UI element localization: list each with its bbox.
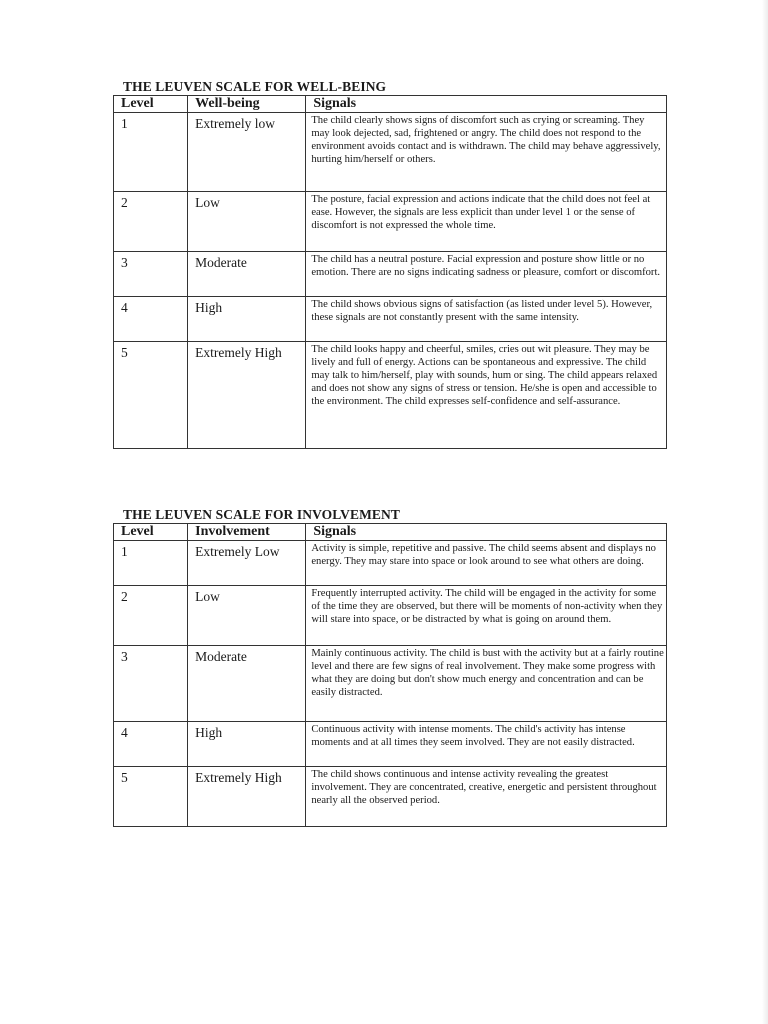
signals-cell: Mainly continuous activity. The child is bust with the activity but at a fairly routine level and there are few signs of real involvement. They make some progress with what they are doing but don't show much energy and concentration and can be easily distracted. [306,646,667,722]
table-row [114,646,667,722]
wellbeing-header-name: Well-being [188,96,306,113]
level-cell: 5 [114,342,188,449]
wellbeing-title: THE LEUVEN SCALE FOR WELL-BEING [123,79,387,94]
page-edge-shadow [762,0,768,1024]
wellbeing-section [113,79,667,449]
level-cell: 4 [114,297,188,342]
signals-cell: The child looks happy and cheerful, smiles, cries out wit pleasure. They may be lively and full of energy. Actions can be spontaneous and expressive. The child may talk to him/herself, play with sounds, hum or sing. The child appears relaxed and does not show any signs of stress or tension. He/she is open and accessible to the environment. The child expresses self-confidence and self-assurance. [306,342,667,449]
signals-cell: The posture, facial expression and actions indicate that the child does not feel at ease. However, the signals are less explicit than under level 1 or the sense of discomfort is not expressed the whole time. [306,192,667,252]
involvement-header-row [114,524,667,541]
table-row [114,342,667,449]
involvement-header-signals: Signals [306,524,667,541]
level-name-cell: Extremely low [188,113,306,192]
level-name-cell: High [188,722,306,767]
signals-cell: The child shows continuous and intense activity revealing the greatest involvement. They are concentrated, creative, energetic and persistent throughout nearly all the observed period. [306,767,667,827]
level-cell: 1 [114,113,188,192]
wellbeing-header-signals: Signals [306,96,667,113]
involvement-header-name: Involvement [188,524,306,541]
involvement-title: THE LEUVEN SCALE FOR INVOLVEMENT [123,507,400,522]
level-name-cell: Moderate [188,646,306,722]
level-cell: 5 [114,767,188,827]
table-row [114,722,667,767]
level-name-cell: Extremely Low [188,541,306,586]
signals-cell: Continuous activity with intense moments. The child's activity has intense moments and at all times they seem involved. They are not easily distracted. [306,722,667,767]
signals-cell: Activity is simple, repetitive and passive. The child seems absent and displays no energy. They may stare into space or look around to see what others are doing. [306,541,667,586]
table-row [114,252,667,297]
level-name-cell: Low [188,192,306,252]
level-name-cell: Extremely High [188,767,306,827]
level-cell: 4 [114,722,188,767]
involvement-table [113,523,667,827]
signals-cell: Frequently interrupted activity. The child will be engaged in the activity for some of the time they are observed, but there will be moments of non-activity when they will stare into space, or be distracted by what is going on around them. [306,586,667,646]
level-name-cell: High [188,297,306,342]
wellbeing-header-level: Level [114,96,188,113]
involvement-section [113,507,667,827]
table-row [114,297,667,342]
signals-cell: The child clearly shows signs of discomfort such as crying or screaming. They may look dejected, sad, frightened or angry. The child does not respond to the environment avoids contact and is withdrawn. The child may behave aggressively, hurting him/herself or others. [306,113,667,192]
signals-cell: The child has a neutral posture. Facial expression and posture show little or no emotion. There are no signs indicating sadness or pleasure, comfort or discomfort. [306,252,667,297]
level-cell: 1 [114,541,188,586]
table-row [114,767,667,827]
table-row [114,192,667,252]
level-name-cell: Moderate [188,252,306,297]
level-cell: 3 [114,646,188,722]
wellbeing-table [113,95,667,449]
table-row [114,586,667,646]
table-row [114,113,667,192]
table-row [114,541,667,586]
level-cell: 2 [114,192,188,252]
wellbeing-header-row [114,96,667,113]
signals-cell: The child shows obvious signs of satisfaction (as listed under level 5). However, these signals are not constantly present with the same intensity. [306,297,667,342]
level-cell: 2 [114,586,188,646]
level-name-cell: Low [188,586,306,646]
level-name-cell: Extremely High [188,342,306,449]
level-cell: 3 [114,252,188,297]
involvement-header-level: Level [114,524,188,541]
